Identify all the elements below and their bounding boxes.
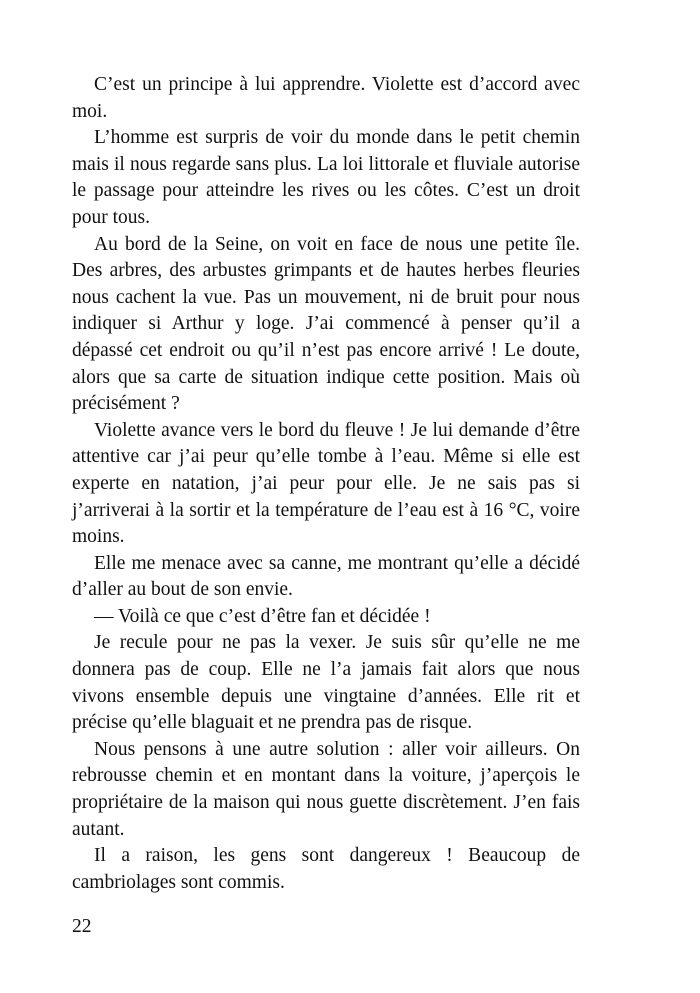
paragraph: C’est un principe à lui apprendre. Violette est d’accord avec moi. [72, 74, 580, 122]
dialogue-line: — Voilà ce que c’est d’être fan et décidée ! [94, 605, 431, 627]
paragraph: Je recule pour ne pas la vexer. Je suis sûr qu’elle ne me donnera pas de coup. Elle ne l’a jamais fait alors que nous vivons ensemble depuis une vingtaine d’années. Elle rit et précise qu’elle blaguait et ne prendra pas de risque. [72, 632, 580, 734]
paragraph: Il a raison, les gens sont dangereux ! Beaucoup de cambriolages sont commis. [72, 845, 580, 893]
paragraph: Violette avance vers le bord du fleuve ! Je lui demande d’être attentive car j’ai peur qu’elle tombe à l’eau. Même si elle est experte en natation, j’ai peur pour elle. Je ne sais pas si j’arriverai à la sortir et la température de l’eau est à 16 °C, voire moins. [72, 419, 580, 548]
page-number: 22 [72, 916, 92, 937]
paragraph: Au bord de la Seine, on voit en face de nous une petite île. Des arbres, des arbustes grimpants et de hautes herbes fleuries nous cachent la vue. Pas un mouvement, ni de bruit pour nous indiquer si Arthur y loge. J’ai commencé à penser qu’il a dépassé cet endroit ou qu’il n’est pas encore arrivé ! Le doute, alors que sa carte de situation indique cette position. Mais où précisément ? [72, 233, 580, 415]
paragraph: L’homme est surpris de voir du monde dans le petit chemin mais il nous regarde sans plus. La loi littorale et fluviale autorise le passage pour atteindre les rives ou les côtes. C’est un droit pour tous. [72, 127, 580, 228]
paragraph: Nous pensons à une autre solution : aller voir ailleurs. On rebrousse chemin et en montant dans la voiture, j’aperçois le propriétaire de la maison qui nous guette discrètement. J’en fais autant. [72, 738, 580, 840]
body-text [72, 72, 580, 896]
paragraph: Elle me menace avec sa canne, me montrant qu’elle a décidé d’aller au bout de son envie. [72, 552, 580, 601]
